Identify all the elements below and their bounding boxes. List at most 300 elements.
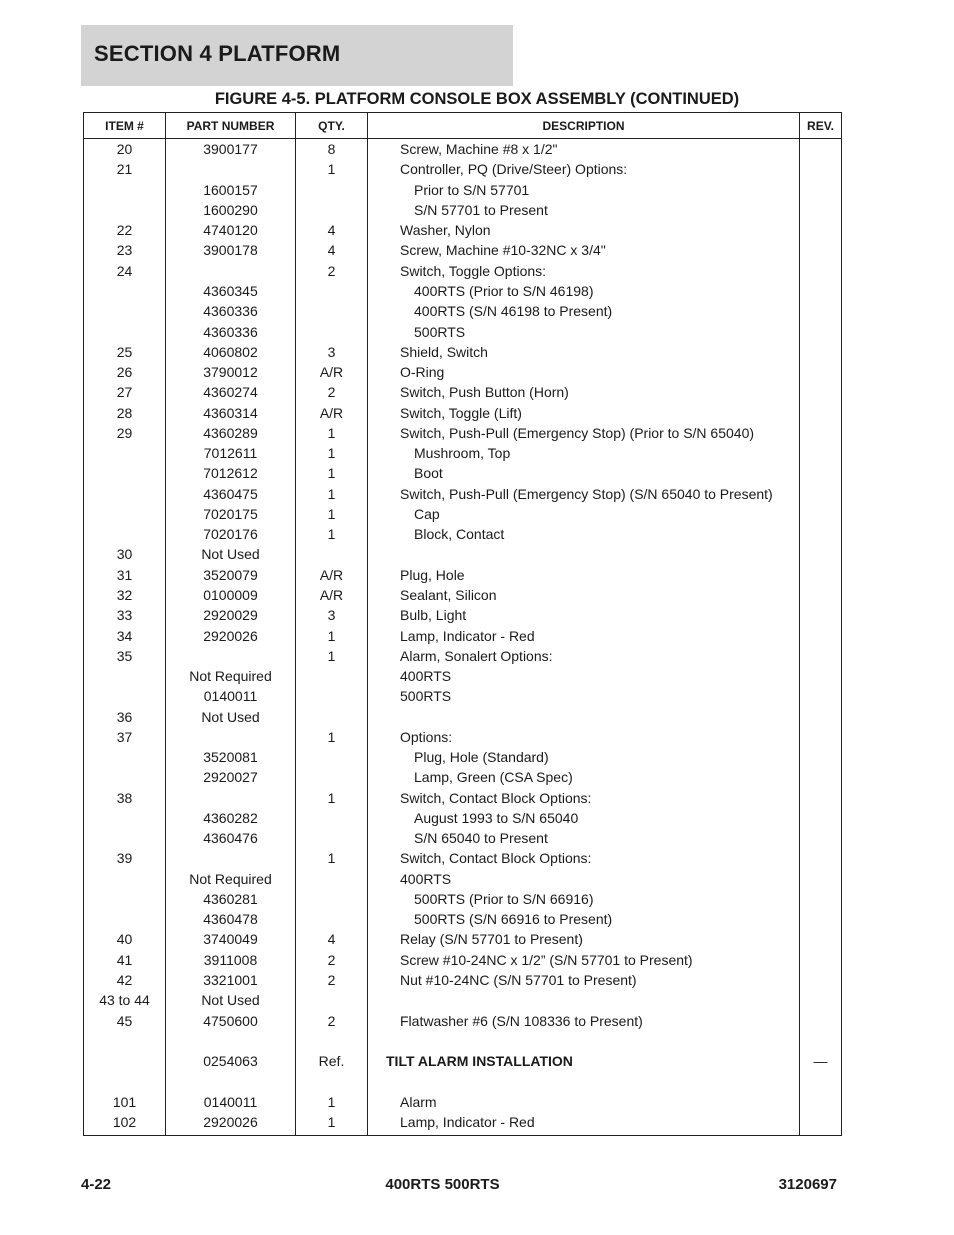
- section-title: SECTION 4 PLATFORM: [94, 41, 341, 66]
- part-number-cell: Not Used: [166, 706, 296, 726]
- page-number: 4-22: [81, 1176, 112, 1193]
- table-header-row: [84, 113, 842, 139]
- part-number-cell: 3520079: [166, 565, 296, 585]
- item-number-cell: 24: [84, 261, 166, 281]
- table-row: [84, 686, 842, 706]
- table-row: [84, 382, 842, 402]
- qty-cell: 1: [296, 524, 368, 544]
- item-number-cell: [84, 1071, 166, 1091]
- qty-cell: A/R: [296, 565, 368, 585]
- item-number-cell: [84, 889, 166, 909]
- description-cell: S/N 57701 to Present: [368, 200, 800, 220]
- description-cell: 400RTS: [368, 666, 800, 686]
- qty-cell: 4: [296, 929, 368, 949]
- part-number-cell: 2920027: [166, 767, 296, 787]
- description-cell: Plug, Hole: [368, 565, 800, 585]
- rev-cell: [800, 261, 842, 281]
- qty-cell: [296, 828, 368, 848]
- table-row: [84, 402, 842, 422]
- description-cell: Screw, Machine #10-32NC x 3/4": [368, 240, 800, 260]
- qty-cell: 1: [296, 463, 368, 483]
- item-number-cell: [84, 504, 166, 524]
- item-number-cell: 29: [84, 423, 166, 443]
- part-number-cell: Not Used: [166, 990, 296, 1010]
- description-cell: 400RTS (S/N 46198 to Present): [368, 301, 800, 321]
- table-row: [84, 484, 842, 504]
- part-number-cell: 7020175: [166, 504, 296, 524]
- table-row: [84, 747, 842, 767]
- description-cell: Switch, Push Button (Horn): [368, 382, 800, 402]
- part-number-cell: Not Used: [166, 544, 296, 564]
- rev-cell: [800, 605, 842, 625]
- qty-cell: 4: [296, 220, 368, 240]
- qty-cell: 1: [296, 848, 368, 868]
- item-number-cell: [84, 869, 166, 889]
- item-number-cell: [84, 301, 166, 321]
- qty-cell: A/R: [296, 362, 368, 382]
- description-cell: Lamp, Indicator - Red: [368, 625, 800, 645]
- description-cell: Shield, Switch: [368, 342, 800, 362]
- rev-cell: [800, 342, 842, 362]
- item-number-cell: [84, 808, 166, 828]
- rev-cell: [800, 484, 842, 504]
- description-cell: Plug, Hole (Standard): [368, 747, 800, 767]
- description-cell: Block, Contact: [368, 524, 800, 544]
- rev-cell: [800, 686, 842, 706]
- section-banner: [81, 25, 513, 86]
- part-number-cell: 3740049: [166, 929, 296, 949]
- item-number-cell: [84, 767, 166, 787]
- description-cell: Flatwasher #6 (S/N 108336 to Present): [368, 1010, 800, 1030]
- table-row: [84, 1051, 842, 1071]
- parts-table: [83, 112, 842, 1136]
- table-row: [84, 808, 842, 828]
- rev-cell: [800, 869, 842, 889]
- description-cell: Prior to S/N 57701: [368, 180, 800, 200]
- rev-cell: [800, 585, 842, 605]
- part-number-cell: 4360336: [166, 301, 296, 321]
- table-row: [84, 788, 842, 808]
- part-number-cell: [166, 727, 296, 747]
- qty-cell: 1: [296, 788, 368, 808]
- qty-cell: 1: [296, 625, 368, 645]
- description-cell: Sealant, Silicon: [368, 585, 800, 605]
- rev-cell: [800, 909, 842, 929]
- table-row: [84, 869, 842, 889]
- item-number-cell: 22: [84, 220, 166, 240]
- rev-cell: [800, 848, 842, 868]
- qty-cell: [296, 909, 368, 929]
- description-cell: 400RTS: [368, 869, 800, 889]
- rev-cell: [800, 1112, 842, 1136]
- table-row: [84, 909, 842, 929]
- description-cell: [368, 990, 800, 1010]
- rev-cell: [800, 1091, 842, 1111]
- qty-cell: 1: [296, 1091, 368, 1111]
- qty-cell: [296, 666, 368, 686]
- qty-cell: 1: [296, 727, 368, 747]
- part-number-cell: 2920026: [166, 1112, 296, 1136]
- qty-cell: [296, 990, 368, 1010]
- description-cell: Lamp, Indicator - Red: [368, 1112, 800, 1136]
- table-row: [84, 565, 842, 585]
- qty-cell: 1: [296, 423, 368, 443]
- rev-cell: [800, 788, 842, 808]
- table-row: [84, 706, 842, 726]
- qty-cell: 3: [296, 342, 368, 362]
- description-cell: Switch, Toggle (Lift): [368, 402, 800, 422]
- qty-cell: [296, 706, 368, 726]
- item-number-cell: 20: [84, 139, 166, 160]
- description-cell: O-Ring: [368, 362, 800, 382]
- table-row: [84, 727, 842, 747]
- part-number-cell: 4060802: [166, 342, 296, 362]
- item-number-cell: 30: [84, 544, 166, 564]
- part-number-cell: 3790012: [166, 362, 296, 382]
- part-number-cell: 2920026: [166, 625, 296, 645]
- description-cell: 500RTS (Prior to S/N 66916): [368, 889, 800, 909]
- qty-cell: 1: [296, 646, 368, 666]
- item-number-cell: 38: [84, 788, 166, 808]
- table-row: [84, 950, 842, 970]
- description-cell: 500RTS (S/N 66916 to Present): [368, 909, 800, 929]
- table-row: [84, 423, 842, 443]
- qty-cell: [296, 808, 368, 828]
- rev-cell: —: [800, 1051, 842, 1071]
- description-cell: [368, 544, 800, 564]
- description-cell: Alarm: [368, 1091, 800, 1111]
- table-row: [84, 1010, 842, 1030]
- table-row: [84, 970, 842, 990]
- table-row: [84, 504, 842, 524]
- part-number-cell: 4360476: [166, 828, 296, 848]
- part-number-cell: 4360281: [166, 889, 296, 909]
- qty-cell: A/R: [296, 585, 368, 605]
- description-cell: Screw #10-24NC x 1/2” (S/N 57701 to Present): [368, 950, 800, 970]
- rev-cell: [800, 382, 842, 402]
- table-row: [84, 544, 842, 564]
- rev-cell: [800, 504, 842, 524]
- description-cell: Alarm, Sonalert Options:: [368, 646, 800, 666]
- part-number-cell: 3900177: [166, 139, 296, 160]
- table-row: [84, 463, 842, 483]
- table-row: [84, 1091, 842, 1111]
- description-cell: Options:: [368, 727, 800, 747]
- rev-cell: [800, 1071, 842, 1091]
- part-number-cell: 0100009: [166, 585, 296, 605]
- footer-doc-number: 3120697: [778, 1176, 837, 1193]
- rev-cell: [800, 747, 842, 767]
- description-cell: Switch, Contact Block Options:: [368, 848, 800, 868]
- qty-cell: [296, 767, 368, 787]
- item-number-cell: [84, 686, 166, 706]
- qty-cell: [296, 321, 368, 341]
- qty-cell: [296, 1071, 368, 1091]
- table-row: [84, 362, 842, 382]
- item-number-cell: [84, 747, 166, 767]
- description-cell: [368, 1071, 800, 1091]
- rev-cell: [800, 362, 842, 382]
- part-number-cell: Not Required: [166, 869, 296, 889]
- item-number-cell: 42: [84, 970, 166, 990]
- item-number-cell: [84, 524, 166, 544]
- qty-cell: A/R: [296, 402, 368, 422]
- item-number-cell: 21: [84, 159, 166, 179]
- rev-cell: [800, 321, 842, 341]
- rev-cell: [800, 402, 842, 422]
- qty-cell: 2: [296, 1010, 368, 1030]
- table-row: [84, 646, 842, 666]
- rev-cell: [800, 950, 842, 970]
- item-number-cell: [84, 1051, 166, 1071]
- rev-cell: [800, 666, 842, 686]
- part-number-cell: [166, 1071, 296, 1091]
- table-row: [84, 281, 842, 301]
- item-number-cell: 101: [84, 1091, 166, 1111]
- col-header-qty: QTY.: [296, 113, 368, 139]
- qty-cell: [296, 544, 368, 564]
- item-number-cell: [84, 666, 166, 686]
- description-cell: Switch, Push-Pull (Emergency Stop) (Prior to S/N 65040): [368, 423, 800, 443]
- rev-cell: [800, 220, 842, 240]
- item-number-cell: 23: [84, 240, 166, 260]
- description-cell: Boot: [368, 463, 800, 483]
- table-row: [84, 585, 842, 605]
- item-number-cell: [84, 180, 166, 200]
- item-number-cell: 27: [84, 382, 166, 402]
- table-row: [84, 180, 842, 200]
- description-cell: Switch, Push-Pull (Emergency Stop) (S/N 65040 to Present): [368, 484, 800, 504]
- table-row: [84, 200, 842, 220]
- footer-model: 400RTS 500RTS: [385, 1176, 500, 1193]
- part-number-cell: 4360274: [166, 382, 296, 402]
- item-number-cell: 25: [84, 342, 166, 362]
- description-cell: 400RTS (Prior to S/N 46198): [368, 281, 800, 301]
- item-number-cell: 102: [84, 1112, 166, 1136]
- qty-cell: 1: [296, 484, 368, 504]
- rev-cell: [800, 139, 842, 160]
- rev-cell: [800, 180, 842, 200]
- rev-cell: [800, 463, 842, 483]
- qty-cell: [296, 281, 368, 301]
- item-number-cell: [84, 463, 166, 483]
- table-row: [84, 625, 842, 645]
- col-header-rev: REV.: [800, 113, 842, 139]
- description-cell: S/N 65040 to Present: [368, 828, 800, 848]
- description-cell: August 1993 to S/N 65040: [368, 808, 800, 828]
- description-cell: Screw, Machine #8 x 1/2": [368, 139, 800, 160]
- table-row: [84, 321, 842, 341]
- table-row: [84, 605, 842, 625]
- qty-cell: 1: [296, 443, 368, 463]
- rev-cell: [800, 200, 842, 220]
- part-number-cell: 7012612: [166, 463, 296, 483]
- item-number-cell: [84, 321, 166, 341]
- table-row: [84, 929, 842, 949]
- part-number-cell: 4360345: [166, 281, 296, 301]
- table-row: [84, 990, 842, 1010]
- table-row: [84, 1031, 842, 1051]
- item-number-cell: [84, 1031, 166, 1051]
- col-header-description: DESCRIPTION: [368, 113, 800, 139]
- description-cell: Switch, Contact Block Options:: [368, 788, 800, 808]
- part-number-cell: 2920029: [166, 605, 296, 625]
- qty-cell: [296, 180, 368, 200]
- part-number-cell: 4360475: [166, 484, 296, 504]
- rev-cell: [800, 443, 842, 463]
- description-cell: Mushroom, Top: [368, 443, 800, 463]
- rev-cell: [800, 889, 842, 909]
- qty-cell: [296, 301, 368, 321]
- description-cell: [368, 1031, 800, 1051]
- part-number-cell: 0254063: [166, 1051, 296, 1071]
- rev-cell: [800, 544, 842, 564]
- part-number-cell: [166, 1031, 296, 1051]
- table-row: [84, 342, 842, 362]
- item-number-cell: 31: [84, 565, 166, 585]
- item-number-cell: 43 to 44: [84, 990, 166, 1010]
- item-number-cell: [84, 828, 166, 848]
- description-cell: TILT ALARM INSTALLATION: [368, 1051, 800, 1071]
- qty-cell: 3: [296, 605, 368, 625]
- rev-cell: [800, 1010, 842, 1030]
- table-row: [84, 767, 842, 787]
- rev-cell: [800, 990, 842, 1010]
- table-row: [84, 889, 842, 909]
- table-row: [84, 261, 842, 281]
- description-cell: Bulb, Light: [368, 605, 800, 625]
- item-number-cell: 33: [84, 605, 166, 625]
- rev-cell: [800, 565, 842, 585]
- qty-cell: [296, 686, 368, 706]
- table-row: [84, 1071, 842, 1091]
- item-number-cell: [84, 909, 166, 929]
- rev-cell: [800, 1031, 842, 1051]
- figure-title: FIGURE 4-5. PLATFORM CONSOLE BOX ASSEMBLY (CONTINUED): [214, 90, 740, 108]
- item-number-cell: [84, 281, 166, 301]
- description-cell: Relay (S/N 57701 to Present): [368, 929, 800, 949]
- description-cell: [368, 706, 800, 726]
- part-number-cell: 4360289: [166, 423, 296, 443]
- item-number-cell: 34: [84, 625, 166, 645]
- qty-cell: 1: [296, 1112, 368, 1136]
- rev-cell: [800, 423, 842, 443]
- description-cell: Washer, Nylon: [368, 220, 800, 240]
- description-cell: Nut #10-24NC (S/N 57701 to Present): [368, 970, 800, 990]
- item-number-cell: [84, 443, 166, 463]
- table-row: [84, 301, 842, 321]
- rev-cell: [800, 301, 842, 321]
- description-cell: 500RTS: [368, 321, 800, 341]
- part-number-cell: 1600157: [166, 180, 296, 200]
- part-number-cell: 3520081: [166, 747, 296, 767]
- part-number-cell: [166, 261, 296, 281]
- item-number-cell: 32: [84, 585, 166, 605]
- qty-cell: 4: [296, 240, 368, 260]
- item-number-cell: 35: [84, 646, 166, 666]
- part-number-cell: Not Required: [166, 666, 296, 686]
- part-number-cell: [166, 848, 296, 868]
- part-number-cell: [166, 646, 296, 666]
- table-row: [84, 828, 842, 848]
- qty-cell: 1: [296, 504, 368, 524]
- table-row: [84, 159, 842, 179]
- qty-cell: [296, 747, 368, 767]
- description-cell: 500RTS: [368, 686, 800, 706]
- part-number-cell: 1600290: [166, 200, 296, 220]
- col-header-item: ITEM #: [84, 113, 166, 139]
- rev-cell: [800, 706, 842, 726]
- qty-cell: Ref.: [296, 1051, 368, 1071]
- qty-cell: [296, 200, 368, 220]
- part-number-cell: 4740120: [166, 220, 296, 240]
- qty-cell: [296, 889, 368, 909]
- part-number-cell: [166, 159, 296, 179]
- rev-cell: [800, 625, 842, 645]
- part-number-cell: 3321001: [166, 970, 296, 990]
- description-cell: Lamp, Green (CSA Spec): [368, 767, 800, 787]
- part-number-cell: [166, 788, 296, 808]
- rev-cell: [800, 646, 842, 666]
- table-row: [84, 666, 842, 686]
- part-number-cell: 7012611: [166, 443, 296, 463]
- item-number-cell: 36: [84, 706, 166, 726]
- qty-cell: 2: [296, 950, 368, 970]
- part-number-cell: 4360336: [166, 321, 296, 341]
- description-cell: Cap: [368, 504, 800, 524]
- item-number-cell: 26: [84, 362, 166, 382]
- rev-cell: [800, 828, 842, 848]
- qty-cell: 8: [296, 139, 368, 160]
- part-number-cell: 4360478: [166, 909, 296, 929]
- qty-cell: 2: [296, 970, 368, 990]
- rev-cell: [800, 159, 842, 179]
- rev-cell: [800, 808, 842, 828]
- part-number-cell: 7020176: [166, 524, 296, 544]
- item-number-cell: 40: [84, 929, 166, 949]
- description-cell: Switch, Toggle Options:: [368, 261, 800, 281]
- description-cell: Controller, PQ (Drive/Steer) Options:: [368, 159, 800, 179]
- table-row: [84, 139, 842, 160]
- table-row: [84, 1112, 842, 1136]
- part-number-cell: 4750600: [166, 1010, 296, 1030]
- rev-cell: [800, 767, 842, 787]
- col-header-part-number: PART NUMBER: [166, 113, 296, 139]
- rev-cell: [800, 281, 842, 301]
- item-number-cell: [84, 200, 166, 220]
- table-row: [84, 443, 842, 463]
- item-number-cell: 28: [84, 402, 166, 422]
- item-number-cell: 45: [84, 1010, 166, 1030]
- rev-cell: [800, 240, 842, 260]
- item-number-cell: 39: [84, 848, 166, 868]
- item-number-cell: 37: [84, 727, 166, 747]
- part-number-cell: 4360282: [166, 808, 296, 828]
- rev-cell: [800, 727, 842, 747]
- table-row: [84, 848, 842, 868]
- qty-cell: 1: [296, 159, 368, 179]
- part-number-cell: 0140011: [166, 686, 296, 706]
- rev-cell: [800, 524, 842, 544]
- part-number-cell: 4360314: [166, 402, 296, 422]
- rev-cell: [800, 970, 842, 990]
- table-row: [84, 220, 842, 240]
- rev-cell: [800, 929, 842, 949]
- table-row: [84, 524, 842, 544]
- part-number-cell: 3911008: [166, 950, 296, 970]
- table-row: [84, 240, 842, 260]
- part-number-cell: 0140011: [166, 1091, 296, 1111]
